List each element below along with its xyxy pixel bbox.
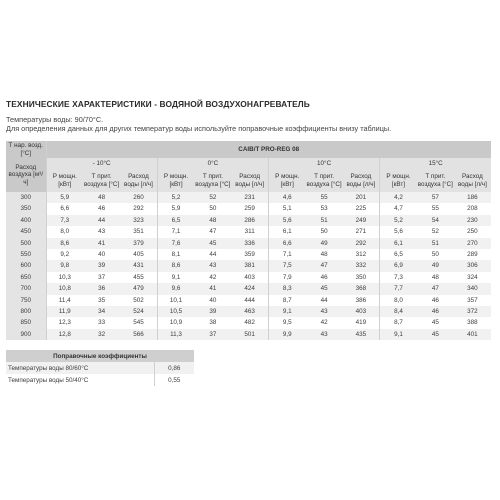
value-cell: 10,9 — [157, 317, 194, 328]
value-cell: 323 — [120, 215, 157, 226]
value-cell: 9,2 — [46, 249, 83, 260]
value-cell: 41 — [194, 283, 231, 294]
value-cell: 6,6 — [46, 203, 83, 214]
table-row — [6, 215, 491, 226]
value-cell: 5,6 — [268, 215, 305, 226]
value-cell: 8,7 — [380, 317, 417, 328]
value-cell: 292 — [343, 238, 380, 249]
value-cell: 444 — [231, 295, 268, 306]
table-row — [6, 192, 491, 203]
value-cell: 33 — [83, 317, 120, 328]
value-cell: 5,1 — [268, 203, 305, 214]
value-cell: 40 — [194, 295, 231, 306]
airflow-cell: 500 — [6, 238, 46, 249]
correction-label: Температуры воды 80/60°С — [6, 362, 154, 374]
value-cell: 9,8 — [46, 260, 83, 271]
water-temperature-note: Температуры воды: 90/70°С. — [6, 115, 104, 124]
value-cell: 7,5 — [268, 260, 305, 271]
value-cell: 44 — [83, 215, 120, 226]
value-cell: 403 — [343, 306, 380, 317]
value-cell: 479 — [120, 283, 157, 294]
value-cell: 11,3 — [157, 329, 194, 340]
value-cell: 388 — [454, 317, 491, 328]
value-cell: 54 — [417, 215, 454, 226]
value-cell: 10,3 — [46, 272, 83, 283]
table-row — [6, 272, 491, 283]
value-cell: 289 — [454, 249, 491, 260]
value-cell: 8,6 — [46, 238, 83, 249]
water-flow-header: Расход воды [л/ч] — [120, 169, 157, 192]
temp-header-0: 0°С — [157, 158, 268, 169]
value-cell: 12,3 — [46, 317, 83, 328]
value-cell: 51 — [306, 215, 343, 226]
value-cell: 45 — [194, 238, 231, 249]
value-cell: 38 — [194, 317, 231, 328]
value-cell: 4,7 — [380, 203, 417, 214]
value-cell: 55 — [306, 192, 343, 203]
value-cell: 10,1 — [157, 295, 194, 306]
supply-temp-header: Т прит. воздуха [°С] — [417, 169, 454, 192]
correction-value: 0,55 — [154, 374, 194, 386]
table-row — [6, 203, 491, 214]
table-row — [6, 249, 491, 260]
value-cell: 42 — [306, 317, 343, 328]
table-header-row-params — [6, 169, 491, 192]
value-cell: 340 — [454, 283, 491, 294]
table-header-row-model — [6, 141, 491, 158]
airflow-cell: 700 — [6, 283, 46, 294]
value-cell: 36 — [83, 283, 120, 294]
value-cell: 8,7 — [268, 295, 305, 306]
value-cell: 6,9 — [380, 260, 417, 271]
value-cell: 431 — [120, 260, 157, 271]
value-cell: 311 — [231, 226, 268, 237]
airflow-cell: 800 — [6, 306, 46, 317]
value-cell: 230 — [454, 215, 491, 226]
value-cell: 260 — [120, 192, 157, 203]
power-header: Р мощн. [кВт] — [268, 169, 305, 192]
value-cell: 11,4 — [46, 295, 83, 306]
value-cell: 482 — [231, 317, 268, 328]
value-cell: 34 — [83, 306, 120, 317]
airflow-cell: 550 — [6, 249, 46, 260]
value-cell: 292 — [120, 203, 157, 214]
value-cell: 46 — [83, 203, 120, 214]
value-cell: 44 — [194, 249, 231, 260]
value-cell: 42 — [194, 272, 231, 283]
value-cell: 10,5 — [157, 306, 194, 317]
value-cell: 43 — [83, 226, 120, 237]
value-cell: 50 — [194, 203, 231, 214]
table-row — [6, 295, 491, 306]
value-cell: 55 — [417, 203, 454, 214]
value-cell: 359 — [231, 249, 268, 260]
value-cell: 259 — [231, 203, 268, 214]
value-cell: 502 — [120, 295, 157, 306]
value-cell: 336 — [231, 238, 268, 249]
value-cell: 57 — [417, 192, 454, 203]
value-cell: 48 — [306, 249, 343, 260]
temp-header-10: 10°С — [268, 158, 379, 169]
value-cell: 405 — [120, 249, 157, 260]
model-header: CAIB/T PRO-REG 08 — [46, 141, 491, 158]
value-cell: 47 — [194, 226, 231, 237]
table-row — [6, 238, 491, 249]
value-cell: 186 — [454, 192, 491, 203]
value-cell: 435 — [343, 329, 380, 340]
value-cell: 7,1 — [268, 249, 305, 260]
value-cell: 47 — [306, 260, 343, 271]
value-cell: 49 — [417, 260, 454, 271]
value-cell: 40 — [83, 249, 120, 260]
table-row — [6, 283, 491, 294]
value-cell: 368 — [343, 283, 380, 294]
value-cell: 5,2 — [157, 192, 194, 203]
value-cell: 6,1 — [380, 238, 417, 249]
correction-row — [6, 374, 194, 386]
temp-header-15: 15°С — [380, 158, 491, 169]
value-cell: 386 — [343, 295, 380, 306]
value-cell: 401 — [454, 329, 491, 340]
value-cell: 271 — [343, 226, 380, 237]
value-cell: 50 — [306, 226, 343, 237]
value-cell: 403 — [231, 272, 268, 283]
airflow-cell: 600 — [6, 260, 46, 271]
value-cell: 6,6 — [268, 238, 305, 249]
value-cell: 270 — [454, 238, 491, 249]
value-cell: 49 — [306, 238, 343, 249]
value-cell: 8,6 — [157, 260, 194, 271]
value-cell: 9,6 — [157, 283, 194, 294]
water-flow-header: Расход воды [л/ч] — [231, 169, 268, 192]
value-cell: 46 — [417, 295, 454, 306]
value-cell: 250 — [454, 226, 491, 237]
value-cell: 419 — [343, 317, 380, 328]
power-header: Р мощн. [кВт] — [380, 169, 417, 192]
value-cell: 455 — [120, 272, 157, 283]
value-cell: 372 — [454, 306, 491, 317]
value-cell: 332 — [343, 260, 380, 271]
value-cell: 51 — [417, 238, 454, 249]
airflow-header: Расход воздуха [м³/ч] — [6, 158, 46, 192]
value-cell: 4,6 — [268, 192, 305, 203]
value-cell: 52 — [194, 192, 231, 203]
value-cell: 424 — [231, 283, 268, 294]
value-cell: 351 — [120, 226, 157, 237]
value-cell: 7,1 — [157, 226, 194, 237]
specs-table — [6, 141, 491, 340]
value-cell: 9,1 — [380, 329, 417, 340]
airflow-cell: 750 — [6, 295, 46, 306]
value-cell: 48 — [194, 215, 231, 226]
value-cell: 5,9 — [46, 192, 83, 203]
supply-temp-header: Т прит. воздуха [°С] — [306, 169, 343, 192]
value-cell: 52 — [417, 226, 454, 237]
airflow-cell: 400 — [6, 215, 46, 226]
value-cell: 5,2 — [380, 215, 417, 226]
value-cell: 46 — [306, 272, 343, 283]
supply-temp-header: Т прит. воздуха [°С] — [194, 169, 231, 192]
supply-temp-header: Т прит. воздуха [°С] — [83, 169, 120, 192]
table-row — [6, 226, 491, 237]
value-cell: 286 — [231, 215, 268, 226]
value-cell: 463 — [231, 306, 268, 317]
airflow-cell: 450 — [6, 226, 46, 237]
value-cell: 8,1 — [157, 249, 194, 260]
value-cell: 47 — [417, 283, 454, 294]
value-cell: 4,2 — [380, 192, 417, 203]
value-cell: 43 — [306, 329, 343, 340]
value-cell: 8,0 — [46, 226, 83, 237]
value-cell: 37 — [194, 329, 231, 340]
value-cell: 46 — [417, 306, 454, 317]
value-cell: 381 — [231, 260, 268, 271]
power-header: Р мощн. [кВт] — [46, 169, 83, 192]
value-cell: 39 — [194, 306, 231, 317]
temp-header-minus10: - 10°С — [46, 158, 157, 169]
value-cell: 566 — [120, 329, 157, 340]
value-cell: 8,0 — [380, 295, 417, 306]
value-cell: 37 — [83, 272, 120, 283]
correction-instruction-note: Для определения данных для других температур воды используйте поправочные коэффициенты внизу таблицы. — [6, 124, 392, 133]
value-cell: 45 — [417, 317, 454, 328]
value-cell: 201 — [343, 192, 380, 203]
value-cell: 7,6 — [157, 238, 194, 249]
value-cell: 225 — [343, 203, 380, 214]
value-cell: 8,3 — [268, 283, 305, 294]
airflow-cell: 300 — [6, 192, 46, 203]
value-cell: 208 — [454, 203, 491, 214]
value-cell: 312 — [343, 249, 380, 260]
value-cell: 379 — [120, 238, 157, 249]
value-cell: 9,1 — [157, 272, 194, 283]
table-header-row-temps — [6, 158, 491, 169]
value-cell: 9,1 — [268, 306, 305, 317]
table-row — [6, 306, 491, 317]
value-cell: 324 — [454, 272, 491, 283]
value-cell: 50 — [417, 249, 454, 260]
value-cell: 39 — [83, 260, 120, 271]
value-cell: 44 — [306, 295, 343, 306]
airflow-cell: 850 — [6, 317, 46, 328]
airflow-cell: 650 — [6, 272, 46, 283]
value-cell: 231 — [231, 192, 268, 203]
value-cell: 8,4 — [380, 306, 417, 317]
value-cell: 7,9 — [268, 272, 305, 283]
value-cell: 48 — [83, 192, 120, 203]
correction-row — [6, 362, 194, 374]
value-cell: 501 — [231, 329, 268, 340]
spec-sheet — [6, 99, 494, 386]
value-cell: 357 — [454, 295, 491, 306]
table-row — [6, 329, 491, 340]
value-cell: 306 — [454, 260, 491, 271]
airflow-cell: 350 — [6, 203, 46, 214]
value-cell: 11,9 — [46, 306, 83, 317]
correction-table — [6, 350, 194, 386]
correction-value: 0,86 — [154, 362, 194, 374]
value-cell: 5,9 — [157, 203, 194, 214]
page-title: ТЕХНИЧЕСКИЕ ХАРАКТЕРИСТИКИ - ВОДЯНОЙ ВОЗДУХОНАГРЕВАТЕЛЬ — [6, 99, 310, 109]
value-cell: 41 — [83, 238, 120, 249]
water-flow-header: Расход воды [л/ч] — [343, 169, 380, 192]
value-cell: 249 — [343, 215, 380, 226]
value-cell: 43 — [194, 260, 231, 271]
value-cell: 45 — [417, 329, 454, 340]
value-cell: 545 — [120, 317, 157, 328]
table-row — [6, 317, 491, 328]
power-header: Р мощн. [кВт] — [157, 169, 194, 192]
table-row — [6, 260, 491, 271]
value-cell: 32 — [83, 329, 120, 340]
value-cell: 45 — [306, 283, 343, 294]
value-cell: 48 — [417, 272, 454, 283]
specs-table-body — [6, 192, 491, 340]
water-flow-header: Расход воды [л/ч] — [454, 169, 491, 192]
value-cell: 5,6 — [380, 226, 417, 237]
correction-header: Поправочные коэффициенты — [6, 350, 194, 362]
value-cell: 53 — [306, 203, 343, 214]
value-cell: 7,3 — [46, 215, 83, 226]
value-cell: 10,8 — [46, 283, 83, 294]
value-cell: 6,5 — [157, 215, 194, 226]
correction-label: Температуры воды 50/40°С — [6, 374, 154, 386]
outdoor-temp-header: Т нар. возд. [°С] — [6, 141, 46, 158]
value-cell: 6,5 — [380, 249, 417, 260]
value-cell: 12,8 — [46, 329, 83, 340]
value-cell: 35 — [83, 295, 120, 306]
value-cell: 7,3 — [380, 272, 417, 283]
value-cell: 9,5 — [268, 317, 305, 328]
value-cell: 9,9 — [268, 329, 305, 340]
value-cell: 43 — [306, 306, 343, 317]
value-cell: 350 — [343, 272, 380, 283]
airflow-cell: 900 — [6, 329, 46, 340]
value-cell: 7,7 — [380, 283, 417, 294]
value-cell: 6,1 — [268, 226, 305, 237]
value-cell: 524 — [120, 306, 157, 317]
